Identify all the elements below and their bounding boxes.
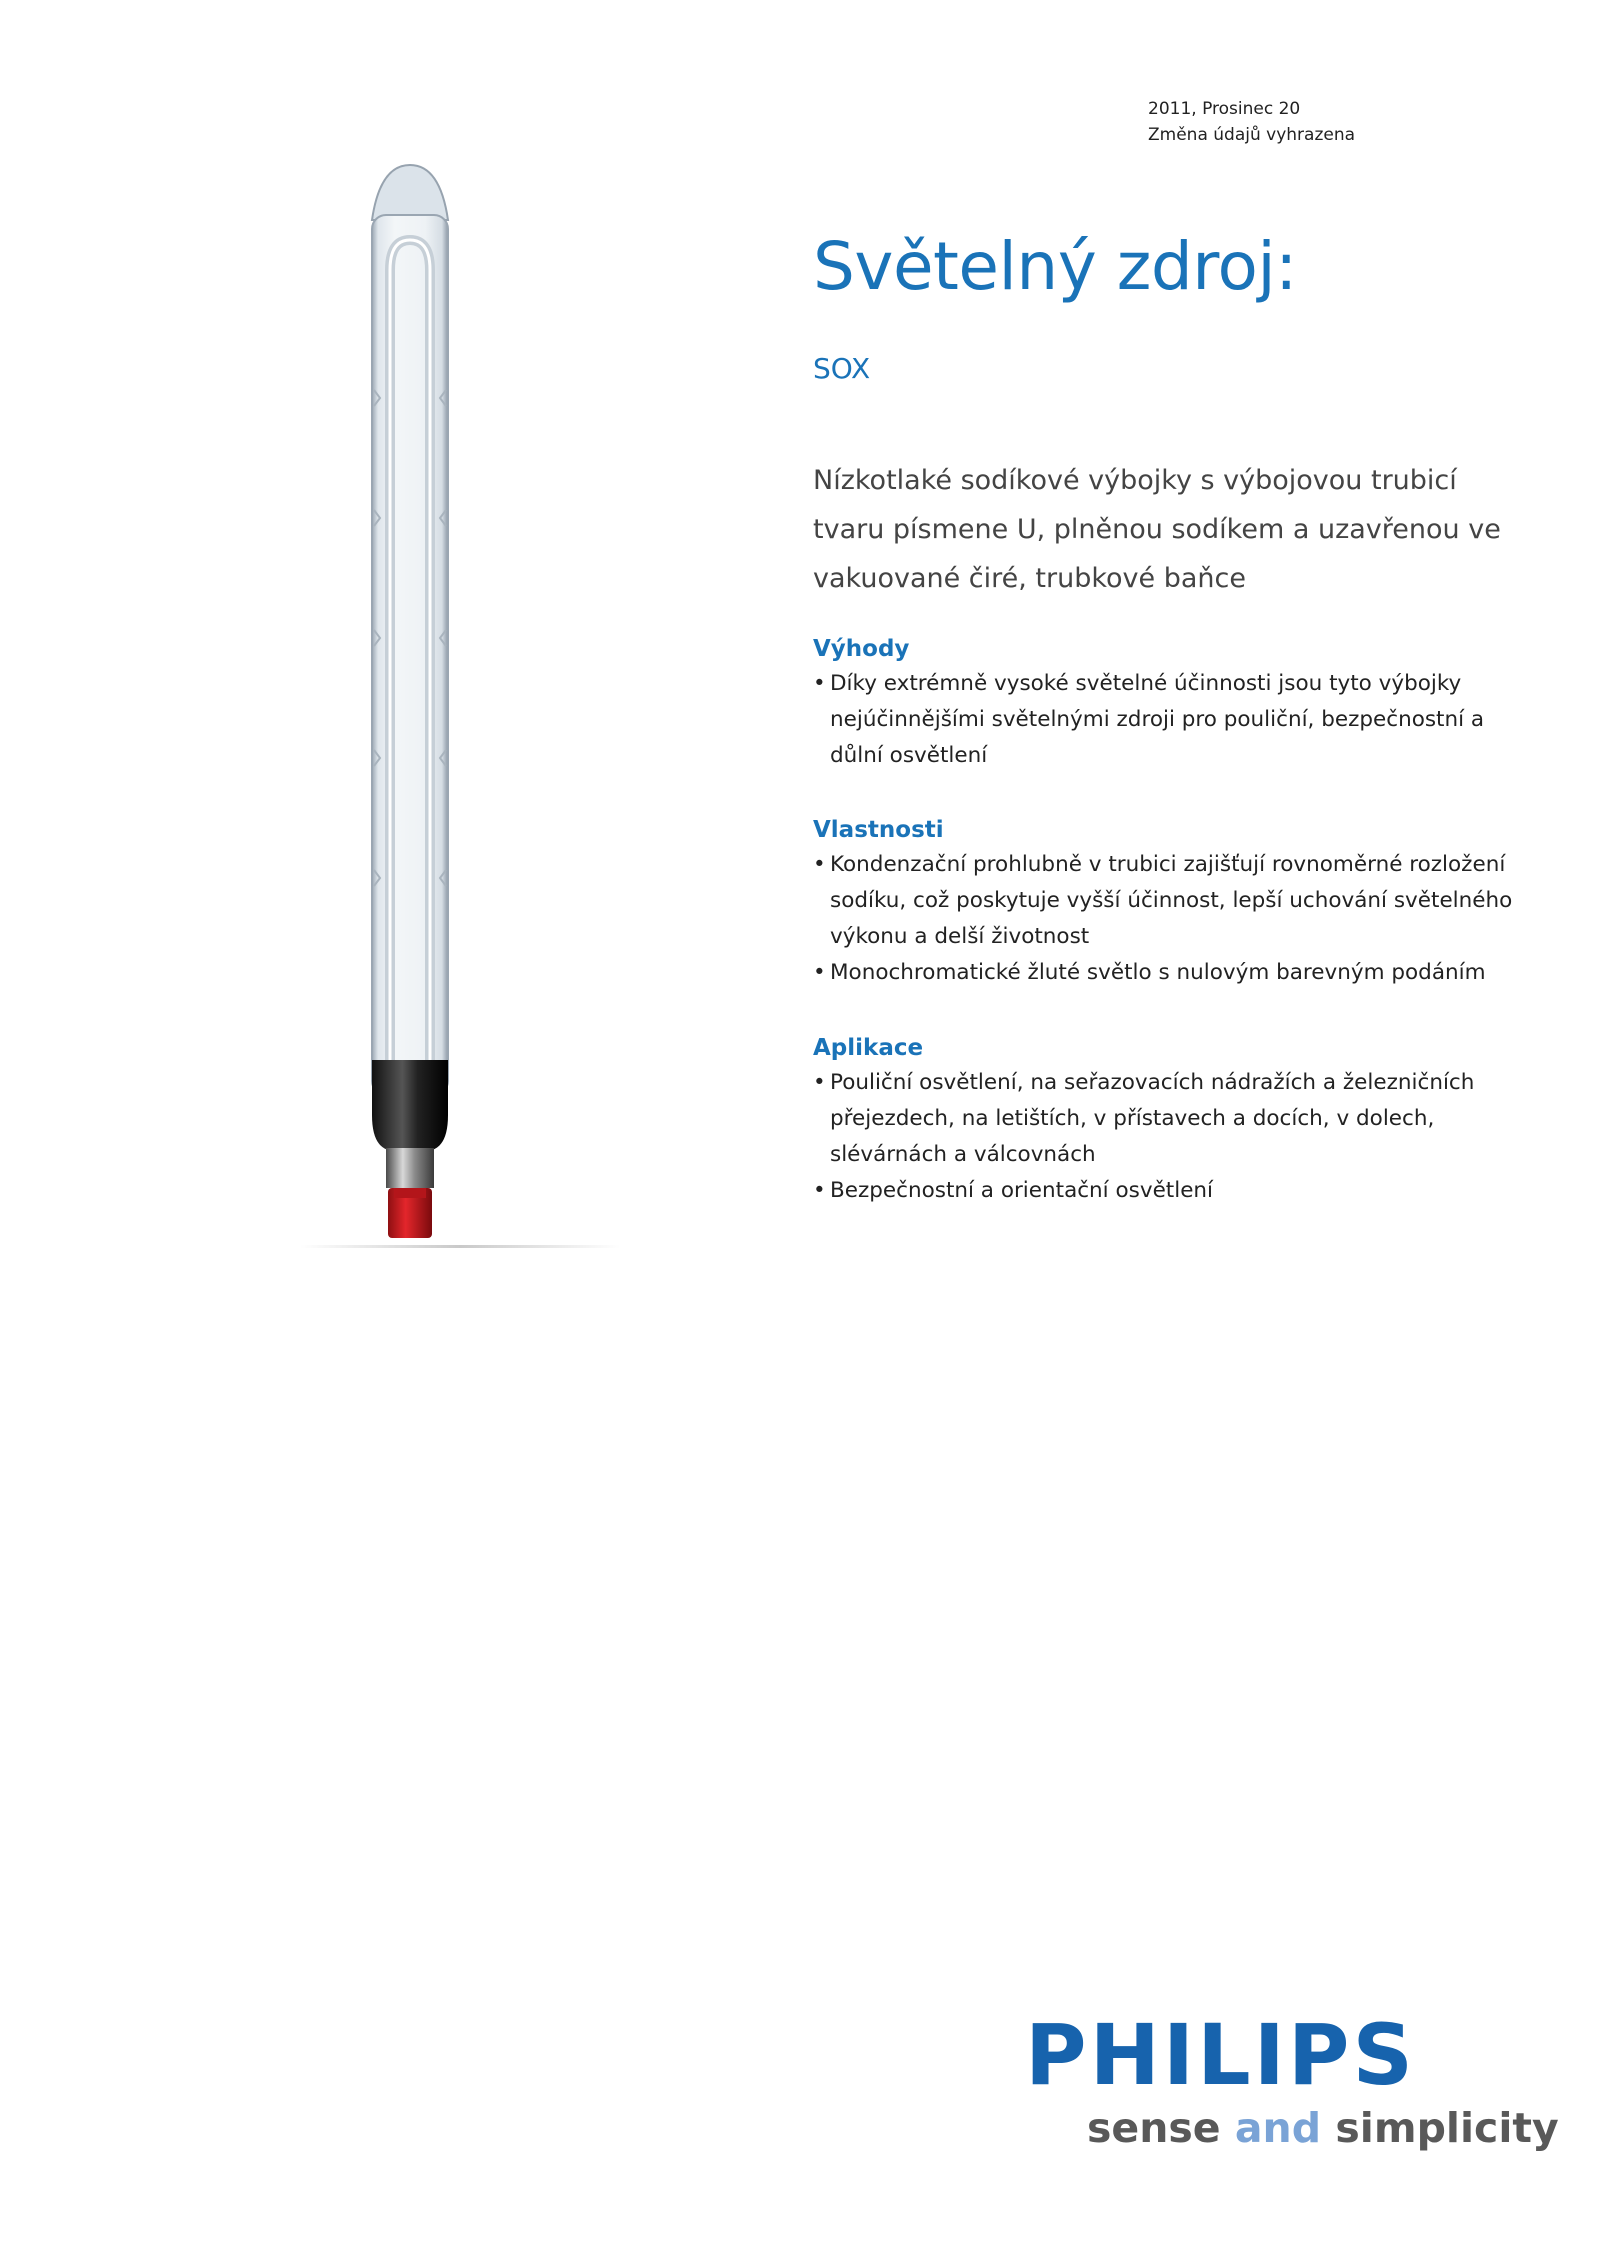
section-heading: Vlastnosti <box>813 817 944 843</box>
section-heading: Aplikace <box>813 1035 924 1061</box>
section-benefits <box>813 636 1533 774</box>
section-applications <box>813 1035 1533 1209</box>
philips-logo: PHILIPS <box>1025 2006 1416 2104</box>
section-heading: Výhody <box>813 636 910 662</box>
document-date-block <box>1148 96 1355 148</box>
list-item: • Bezpečnostní a orientační osvětlení <box>813 1173 1533 1209</box>
product-description: Nízkotlaké sodíkové výbojky s výbojovou trubicí tvaru písmene U, plněnou sodíkem a uzavřenou ve vakuované čiré, trubkové baňce <box>813 465 1501 594</box>
list-item: • Kondenzační prohlubně v trubici zajišťují rovnoměrné rozložení sodíku, což poskytuje vyšší účinnost, lepší uchování světelného výkonu a delší životnost <box>813 847 1533 955</box>
tagline-sense: sense <box>1087 2104 1235 2152</box>
tagline-simplicity: simplicity <box>1321 2104 1559 2152</box>
page-title: Světelný zdroj: <box>813 228 1297 305</box>
tagline-and: and <box>1234 2104 1322 2152</box>
list-item: • Díky extrémně vysoké světelné účinnosti jsou tyto výbojky nejúčinnějšími světelnými zdroji pro pouliční, bezpečnostní a důlní osvětlení <box>813 666 1533 774</box>
list-item: • Pouliční osvětlení, na seřazovacích nádražích a železničních přejezdech, na letištích, v přístavech a docích, v dolech, slévárnách a válcovnách <box>813 1065 1533 1173</box>
list-item: • Monochromatické žluté světlo s nulovým barevným podáním <box>813 955 1533 991</box>
product-name: SOX <box>813 352 871 385</box>
brand-tagline <box>1087 2104 1559 2152</box>
change-notice: Změna údajů vyhrazena <box>1148 125 1356 145</box>
sox-lamp-image <box>300 160 620 1360</box>
section-features <box>813 817 1533 991</box>
document-date: 2011, Prosinec 20 <box>1148 99 1301 119</box>
